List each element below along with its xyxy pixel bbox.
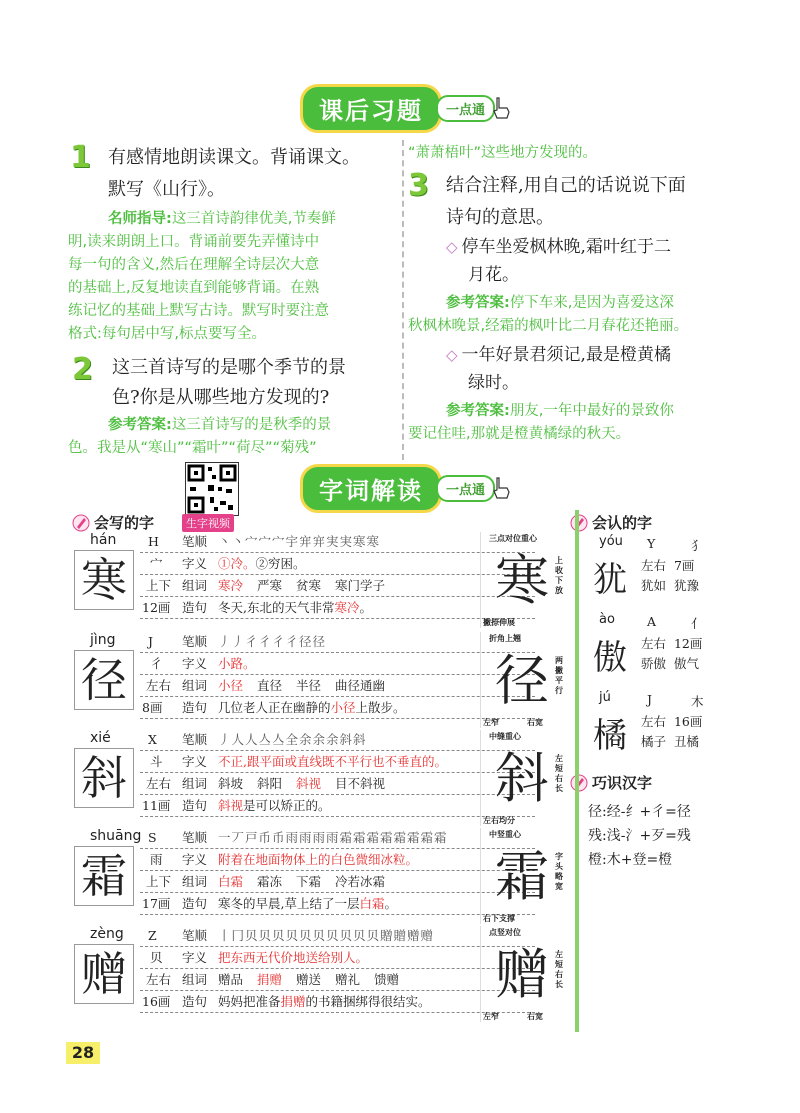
big-char: 斜 (74, 748, 134, 808)
writing-demo (480, 828, 566, 924)
guide-line: 的基础上,反复地读直到能够背诵。在熟 (68, 280, 320, 296)
label-meaning: 字义 (182, 656, 208, 671)
title-text: 会认的字 (592, 514, 653, 532)
word-list (641, 576, 699, 594)
meaning (218, 654, 256, 674)
q3-answer2 (446, 400, 674, 422)
q3-item2-line1 (446, 340, 671, 370)
section-title: 课后习题 (300, 84, 442, 133)
question-number-3: 3 (408, 168, 429, 203)
pinyin: yóu (599, 534, 623, 549)
guide-line: 格式:每句居中写,标点要写全。 (68, 326, 266, 342)
demo-char: 赠 (495, 943, 549, 1006)
page-number: 28 (66, 1042, 100, 1064)
sentence-pre: 寒冬的早晨,草上结了一层 (218, 896, 360, 911)
stroke-count: 12画 (673, 636, 703, 651)
label-order: 笔顺 (182, 534, 208, 549)
word-item: 曲径通幽 (335, 678, 386, 693)
read-char-item (585, 690, 735, 770)
demo-char: 径 (495, 649, 549, 712)
index-letter: Y (647, 536, 656, 551)
answer-label: 参考答案: (446, 403, 510, 419)
stroke-count: 7画 (673, 558, 695, 573)
label-meaning: 字义 (182, 556, 208, 571)
word-item: 严寒 (257, 578, 283, 593)
word-item: 霜冻 (257, 874, 283, 889)
meaning (218, 850, 418, 870)
guide-line: 明,读来朗朗上口。背诵前要先弄懂诗中 (68, 234, 320, 250)
structure: 左右 (641, 636, 667, 651)
pencil-icon (72, 514, 90, 532)
dotted-rule (140, 618, 535, 619)
structure-strokes (641, 712, 702, 730)
label-order: 笔顺 (182, 830, 208, 845)
stroke-order: 丨冂贝贝贝贝贝贝贝贝贝贝贈贈赠赠 (218, 928, 435, 943)
sentence (218, 992, 431, 1012)
q3-text-line1: 结合注释,用自己的话说说下面 (446, 175, 686, 196)
structure: 左右 (146, 972, 172, 987)
structure: 左右 (641, 558, 667, 573)
dotted-rule (140, 674, 535, 675)
word-list (218, 872, 399, 892)
structure: 上下 (146, 874, 172, 889)
q1-text-line2: 默写《山行》。 (108, 179, 225, 200)
word-item: 直径 (257, 678, 283, 693)
pinyin: zèng (90, 926, 124, 942)
writing-demo (480, 632, 566, 728)
dotted-rule (140, 794, 535, 795)
structure: 左右 (146, 678, 172, 693)
word-item: 橘子 (641, 734, 667, 749)
stroke-count: 12画 (142, 600, 171, 615)
index-letter: H (148, 534, 159, 549)
label-meaning: 字义 (182, 754, 208, 769)
dotted-rule (140, 848, 535, 849)
demo-label: 上收下放 (555, 556, 563, 595)
poem-line: 停车坐爱枫林晚,霜叶红于二 (461, 237, 671, 257)
question-number-2: 2 (72, 352, 93, 387)
answer-label: 参考答案: (446, 295, 510, 311)
column-divider (402, 140, 404, 460)
big-char: 寒 (74, 550, 134, 610)
stroke-count: 11画 (142, 798, 171, 813)
dotted-rule (140, 892, 535, 893)
label-order: 笔顺 (182, 928, 208, 943)
q3-item2-line2: 绿时。 (468, 373, 519, 393)
q1-guide (108, 208, 398, 230)
index-letter: J (148, 634, 154, 649)
sentence-red: 斜视 (218, 798, 244, 813)
word-item: 白霜 (218, 874, 244, 889)
qr-label: 生字视频 (182, 514, 234, 532)
read-char-item (585, 612, 735, 692)
qr-code-icon (186, 463, 238, 515)
demo-label: 中竖重心 (489, 830, 521, 839)
label-words: 组词 (182, 776, 208, 791)
radical: 雨 (150, 852, 163, 867)
demo-label: 右宽 (527, 718, 543, 727)
word-list (641, 654, 699, 672)
meaning-red: 把东西无代价地送给别人。 (218, 950, 369, 965)
qr-code[interactable] (185, 462, 239, 516)
demo-label: 三点对位重心 (489, 534, 537, 543)
demo-label: 左窄 (483, 718, 499, 727)
section-tag: 一点通 (436, 475, 495, 502)
stroke-count: 16画 (142, 994, 171, 1009)
dotted-rule (140, 574, 535, 575)
big-char: 径 (74, 650, 134, 710)
dotted-rule (140, 816, 535, 817)
word-item: 寒门学子 (335, 578, 386, 593)
demo-char: 寒 (495, 549, 549, 612)
pointing-hand-icon (491, 476, 511, 500)
write-char-row (70, 532, 565, 630)
pinyin: shuāng (90, 828, 142, 844)
answer-line: 这三首诗写的是秋季的景 (171, 417, 332, 433)
q3-item1-line2: 月花。 (468, 265, 519, 285)
label-words: 组词 (182, 678, 208, 693)
index-letter: X (148, 732, 157, 747)
write-char-row (70, 730, 565, 828)
demo-label: 左短右长 (555, 950, 563, 989)
label-sentence: 造句 (182, 600, 208, 615)
word-item: 赠礼 (335, 972, 361, 987)
guide-label: 名师指导: (108, 211, 172, 227)
word-item: 贫寒 (296, 578, 322, 593)
question-number-1: 1 (70, 140, 91, 175)
demo-label: 撇捺伸展 (483, 618, 515, 627)
pinyin: xié (90, 730, 111, 746)
formula-line: 残:浅-氵+歹=残 (588, 828, 691, 844)
word-item: 丑橘 (673, 734, 699, 749)
word-list (218, 774, 399, 794)
word-item: 赠品 (218, 972, 244, 987)
word-item: 犹豫 (673, 578, 699, 593)
word-item: 寒冷 (218, 578, 244, 593)
meaning-red: ①冷。 (218, 556, 256, 571)
radical: 犭 (691, 538, 704, 553)
word-item: 目不斜视 (335, 776, 386, 791)
sentence-pre: 几位老人正在幽静的 (218, 700, 331, 715)
read-char: 犹 (593, 560, 627, 600)
formula-line: 径:经-纟+彳=径 (588, 804, 691, 820)
answer-line: 色。我是从“寒山”“霜叶”“荷尽”“菊残” (68, 440, 317, 456)
q3-answer1 (446, 292, 674, 314)
radical: 亻 (691, 616, 704, 631)
word-item: 犹如 (641, 578, 667, 593)
word-list (218, 576, 399, 596)
writing-demo (480, 926, 566, 1022)
answer-line: 要记住哇,那就是橙黄橘绿的秋天。 (408, 426, 631, 442)
dotted-rule (140, 870, 535, 871)
demo-label: 右下支撑 (483, 914, 515, 923)
stroke-order: 丿丿彳彳彳彳径径 (218, 634, 327, 649)
radical: 彳 (150, 656, 163, 671)
q2-answer (108, 414, 331, 436)
meaning-red: 小路。 (218, 656, 256, 671)
stroke-order: 丶丶宀宀宀宇宑宑実実寒寒 (218, 534, 381, 549)
green-side-rule (575, 510, 579, 1032)
sentence-post: 。 (384, 896, 398, 911)
word-item: 半径 (296, 678, 322, 693)
demo-label: 左窄 (483, 1012, 499, 1021)
demo-char: 斜 (495, 747, 549, 810)
sentence-red: 捐赠 (280, 994, 306, 1009)
dotted-rule (140, 1012, 535, 1013)
read-char-item (585, 534, 735, 614)
dotted-rule (140, 990, 535, 991)
dotted-rule (140, 772, 535, 773)
formula-line: 橙:木+登=橙 (588, 852, 673, 868)
title-text: 会写的字 (94, 514, 155, 532)
demo-label: 中缝重心 (489, 732, 521, 741)
sentence-red: 白霜 (359, 896, 385, 911)
dotted-rule (140, 968, 535, 969)
read-char: 橘 (593, 716, 627, 756)
big-char: 霜 (74, 846, 134, 906)
stroke-count: 16画 (673, 714, 703, 729)
label-sentence: 造句 (182, 896, 208, 911)
demo-char: 霜 (495, 845, 549, 908)
q3-item1-line1 (446, 232, 671, 262)
answer-line: “萧萧梧叶”这些地方发现的。 (408, 145, 598, 161)
stroke-count: 8画 (142, 700, 163, 715)
answer-line: 停下车来,是因为喜爱这深 (509, 295, 674, 311)
demo-label: 点竖对位 (489, 928, 521, 937)
radical: 贝 (150, 950, 163, 965)
dotted-rule (140, 718, 535, 719)
word-item: 骄傲 (641, 656, 667, 671)
label-sentence: 造句 (182, 798, 208, 813)
section-title: 字词解读 (300, 464, 442, 513)
pencil-icon (570, 514, 588, 532)
dotted-rule (140, 946, 535, 947)
pointing-hand-icon (491, 96, 511, 120)
write-char-row (70, 632, 565, 730)
stroke-order: 一丆戸币币雨雨雨雨霜霜霜霜霜霜霜霜 (218, 830, 448, 845)
section-header-words (300, 468, 511, 508)
demo-label: 折角上翘 (489, 634, 521, 643)
diamond-icon: ◇ (446, 346, 458, 364)
word-item: 小径 (218, 678, 244, 693)
label-words: 组词 (182, 874, 208, 889)
word-item: 傲气 (673, 656, 699, 671)
meaning-red: 附着在地面物体上的白色微细冰粒。 (218, 852, 419, 867)
q2-text-line1: 这三首诗写的是哪个季节的景 (112, 357, 346, 378)
radical: 宀 (150, 556, 163, 571)
pinyin: jú (599, 690, 611, 705)
demo-label: 字头略宽 (555, 852, 563, 891)
label-words: 组词 (182, 972, 208, 987)
index-letter: S (148, 830, 157, 845)
pinyin: ào (599, 612, 615, 627)
read-chars-title (570, 512, 652, 533)
word-list (641, 732, 699, 750)
word-item: 馈赠 (374, 972, 400, 987)
label-sentence: 造句 (182, 994, 208, 1009)
smart-chars-title (570, 772, 652, 793)
q2-text-line2: 色?你是从哪些地方发现的? (112, 387, 330, 408)
sentence-post: 的书籍捆绑得很结实。 (305, 994, 431, 1009)
q1-text-line1: 有感情地朗读课文。背诵课文。 (108, 147, 360, 168)
label-meaning: 字义 (182, 852, 208, 867)
guide-line: 每一句的含义,然后在理解全诗层次大意 (68, 257, 320, 273)
dotted-rule (140, 652, 535, 653)
demo-label: 两撇平行 (555, 656, 563, 695)
structure: 上下 (146, 578, 172, 593)
sentence-red: 寒冷 (334, 600, 360, 615)
sentence-post: 。 (359, 600, 373, 615)
pinyin: hán (90, 532, 117, 548)
sentence-red: 小径 (330, 700, 356, 715)
radical: 木 (691, 694, 704, 709)
meaning-rest: ②穷困。 (255, 556, 306, 571)
radical: 斗 (150, 754, 163, 769)
structure-strokes (641, 556, 694, 574)
word-item: 斜坡 (218, 776, 244, 791)
writing-demo (480, 532, 566, 628)
dotted-rule (140, 696, 535, 697)
read-char: 傲 (593, 638, 627, 678)
big-char: 赠 (74, 944, 134, 1004)
write-chars-title (72, 512, 154, 533)
answer-line: 秋枫林晚景,经霜的枫叶比二月春花还艳丽。 (408, 318, 689, 334)
poem-line: 一年好景君须记,最是橙黄橘 (461, 345, 671, 365)
section-header-exercises (300, 88, 511, 128)
word-list (218, 970, 413, 990)
dotted-rule (140, 750, 535, 751)
answer-line: 朋友,一年中最好的景致你 (509, 403, 674, 419)
structure: 左右 (641, 714, 667, 729)
label-words: 组词 (182, 578, 208, 593)
demo-label: 左右均分 (483, 816, 515, 825)
diamond-icon: ◇ (446, 238, 458, 256)
pencil-icon (570, 774, 588, 792)
q3-text-line2: 诗句的意思。 (446, 207, 554, 228)
meaning (218, 948, 368, 968)
structure: 左右 (146, 776, 172, 791)
sentence-post: 上散步。 (355, 700, 406, 715)
demo-label: 右宽 (527, 1012, 543, 1021)
label-meaning: 字义 (182, 950, 208, 965)
word-item: 赠送 (296, 972, 322, 987)
meaning-red: 不正,跟平面或直线既不平行也不垂直的。 (218, 754, 447, 769)
guide-line: 这三首诗韵律优美,节奏鲜 (171, 211, 336, 227)
write-char-row (70, 828, 565, 926)
word-item: 冷若冰霜 (335, 874, 386, 889)
meaning (218, 752, 447, 772)
sentence (218, 598, 372, 618)
sentence (218, 894, 397, 914)
answer-label: 参考答案: (108, 417, 172, 433)
label-order: 笔顺 (182, 732, 208, 747)
sentence-post: 是可以矫正的。 (243, 798, 331, 813)
word-item: 下霜 (296, 874, 322, 889)
pinyin: jìng (90, 632, 116, 648)
dotted-rule (140, 914, 535, 915)
sentence (218, 698, 406, 718)
sentence-pre: 冬天,东北的天气非常 (218, 600, 335, 615)
demo-label: 左短右长 (555, 754, 563, 793)
word-item: 斜视 (296, 776, 322, 791)
write-char-row (70, 926, 565, 1024)
label-sentence: 造句 (182, 700, 208, 715)
sentence (218, 796, 331, 816)
label-order: 笔顺 (182, 634, 208, 649)
stroke-order: 丿人人亼亼全余余余斜斜 (218, 732, 367, 747)
index-letter: Z (148, 928, 157, 943)
word-item: 斜阳 (257, 776, 283, 791)
writing-demo (480, 730, 566, 826)
section-tag: 一点通 (436, 95, 495, 122)
title-text: 巧识汉字 (592, 774, 653, 792)
dotted-rule (140, 552, 535, 553)
word-item: 捐赠 (257, 972, 283, 987)
dotted-rule (140, 596, 535, 597)
word-list (218, 676, 399, 696)
sentence-pre: 妈妈把准备 (218, 994, 281, 1009)
meaning (218, 554, 306, 574)
guide-line: 练记忆的基础上默写古诗。默写时要注意 (68, 303, 329, 319)
stroke-count: 17画 (142, 896, 171, 911)
index-letter: J (647, 692, 653, 707)
index-letter: A (647, 614, 657, 629)
structure-strokes (641, 634, 702, 652)
